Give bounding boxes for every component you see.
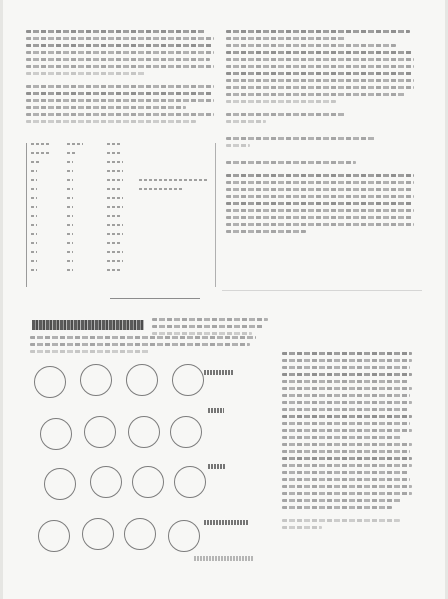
diagram-label [194, 556, 254, 561]
schematic-circle [174, 466, 206, 498]
table-column-2 [67, 143, 87, 278]
schematic-circle [38, 520, 70, 552]
schematic-circle [170, 416, 202, 448]
diagram-label [208, 408, 224, 413]
schematic-circle [40, 418, 72, 450]
schematic-circle [124, 518, 156, 550]
section-divider [110, 298, 200, 299]
section-divider-right [222, 290, 422, 291]
schematic-circle [168, 520, 200, 552]
schematic-circle [126, 364, 158, 396]
figure-intro [30, 336, 260, 357]
diagram-label [208, 464, 226, 469]
schematic-diagram [24, 360, 274, 580]
schematic-circle [82, 518, 114, 550]
text-column-top-right [226, 30, 414, 237]
schematic-circle [172, 364, 204, 396]
schematic-circle [128, 416, 160, 448]
table-column-3 [107, 143, 131, 278]
schematic-circle [80, 364, 112, 396]
schematic-circle [132, 466, 164, 498]
text-column-bottom-right [282, 352, 414, 533]
data-table [26, 143, 216, 287]
text-column-top-left [26, 30, 214, 127]
diagram-label [204, 520, 248, 525]
table-column-1 [31, 143, 53, 278]
schematic-circle [44, 468, 76, 500]
table-column-4 [139, 179, 209, 197]
diagram-label [204, 370, 234, 375]
schematic-circle [90, 466, 122, 498]
schematic-circle [84, 416, 116, 448]
figure-header [32, 320, 144, 330]
scan-left-edge [0, 0, 3, 599]
schematic-circle [34, 366, 66, 398]
